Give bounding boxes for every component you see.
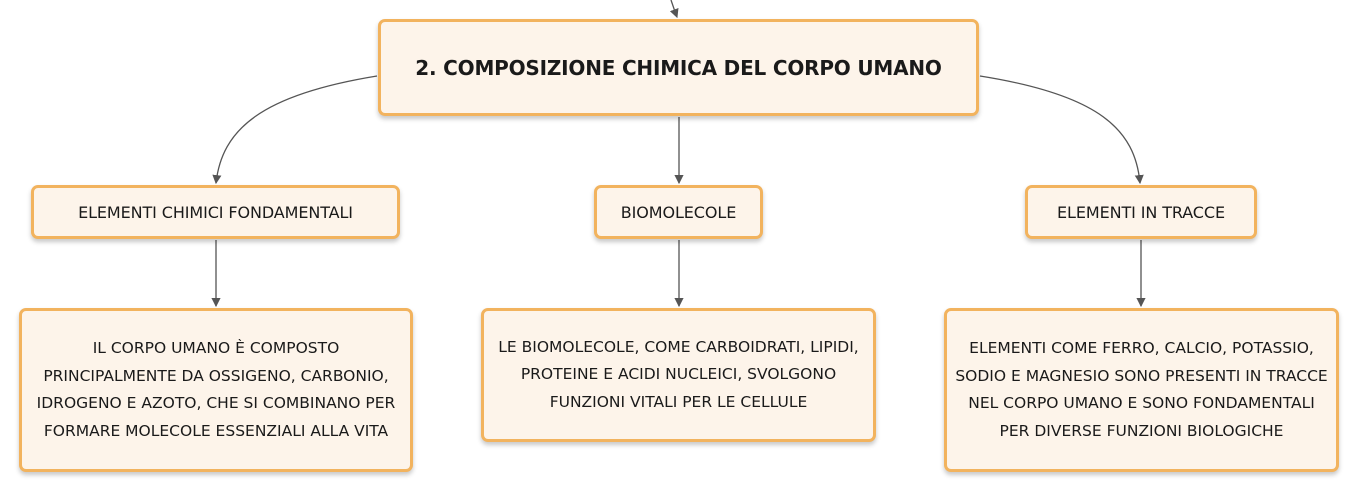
root-node-label: 2. COMPOSIZIONE CHIMICA DEL CORPO UMANO: [415, 55, 942, 80]
connector-parent-to-root: [671, 0, 677, 17]
detail-node-elementi-in-tracce[interactable]: [944, 308, 1339, 472]
topic-node-biomolecole[interactable]: [594, 185, 763, 239]
detail-node-text: LE BIOMOLECOLE, COME CARBOIDRATI, LIPIDI, PROTEINE E ACIDI NUCLEICI, SVOLGONO FUNZIONI VITALI PER LE CELLULE: [498, 337, 859, 411]
detail-node-elementi-chimici[interactable]: [19, 308, 413, 472]
topic-node-label: ELEMENTI IN TRACCE: [1057, 202, 1225, 222]
topic-node-elementi-in-tracce[interactable]: [1025, 185, 1257, 239]
detail-node-biomolecole[interactable]: [481, 308, 876, 442]
detail-node-text: IL CORPO UMANO È COMPOSTO PRINCIPALMENTE DA OSSIGENO, CARBONIO, IDROGENO E AZOTO, CHE SI COMBINANO PER FORMARE MOLECOLE ESSENZIALI ALLA VITA: [36, 339, 396, 440]
topic-node-label: ELEMENTI CHIMICI FONDAMENTALI: [78, 202, 353, 222]
topic-node-elementi-chimici[interactable]: [31, 185, 400, 239]
root-node[interactable]: [378, 19, 979, 116]
detail-node-text: ELEMENTI COME FERRO, CALCIO, POTASSIO, SODIO E MAGNESIO SONO PRESENTI IN TRACCE NEL CORPO UMANO E SONO FONDAMENTALI PER DIVERSE FUNZIONI BIOLOGICHE: [955, 339, 1328, 440]
connector-root-to-topic-c: [980, 76, 1140, 183]
connector-root-to-topic-a: [216, 76, 377, 183]
topic-node-label: BIOMOLECOLE: [620, 202, 737, 222]
